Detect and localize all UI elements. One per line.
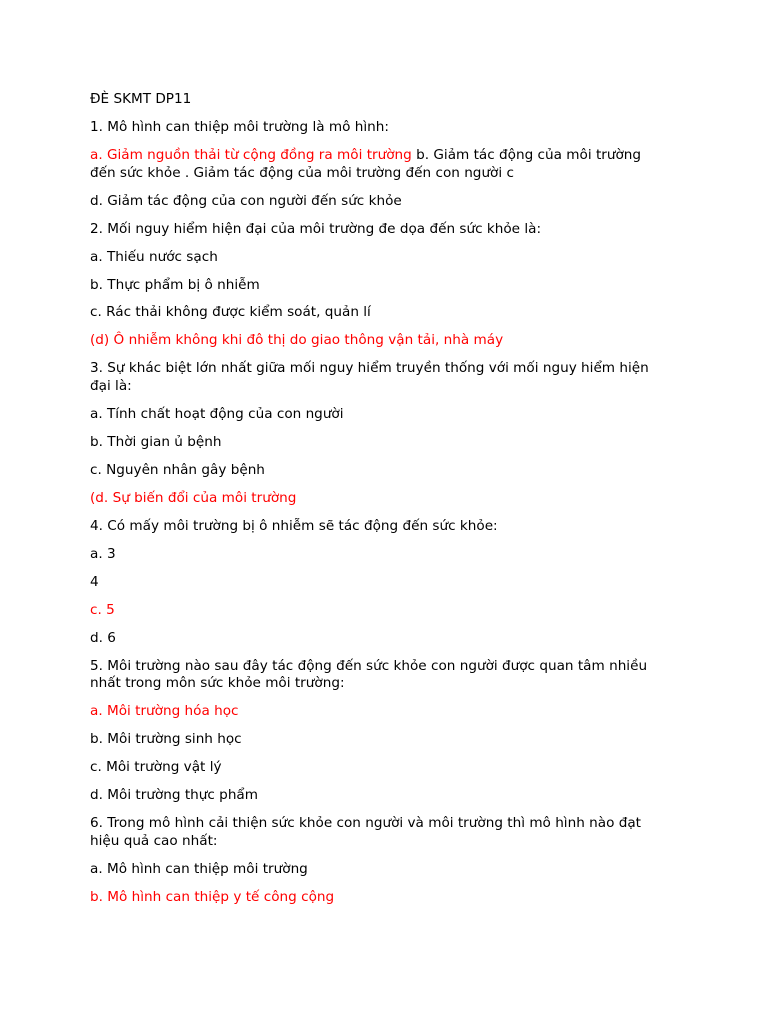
question-1-other-options: b. Giảm tác động của môi trường đến sức khỏe . Giảm tác động của môi trường đến con người c: [90, 146, 642, 181]
question-3-option-c: c. Nguyên nhân gây bệnh: [90, 462, 265, 478]
question-6: 6. Trong mô hình cải thiện sức khỏe con người và môi trường thì mô hình nào đạt hiệu quả cao nhất:: [90, 815, 642, 849]
question-4-option-a: a. 3: [90, 545, 116, 562]
question-2: 2. Mối nguy hiểm hiện đại của môi trường đe dọa đến sức khỏe là:: [90, 220, 542, 237]
question-4-option-b: 4: [90, 573, 99, 590]
document-title: ĐÈ SKMT DP11: [90, 91, 192, 107]
question-3-option-b: b. Thời gian ủ bệnh: [90, 434, 222, 451]
question-3-option-a: a. Tính chất hoạt động của con người: [90, 406, 344, 423]
question-4-option-c: c. 5: [90, 601, 115, 618]
question-5-option-b: b. Môi trường sinh học: [90, 731, 242, 748]
question-2-option-a: a. Thiếu nước sạch: [90, 248, 218, 265]
question-1: 1. Mô hình can thiệp môi trường là mô hình:: [90, 118, 389, 135]
question-2-option-b: b. Thực phẩm bị ô nhiễm: [90, 276, 260, 293]
question-5-option-a: a. Môi trường hóa học: [90, 703, 239, 720]
question-5: 5. Môi trường nào sau đây tác động đến sức khỏe con người được quan tâm nhiều nhất trong môn sức khỏe môi trường:: [90, 657, 648, 692]
document-page: [90, 91, 670, 917]
question-1-answer-a: a. Giảm nguồn thải từ cộng đồng ra môi trường: [90, 146, 412, 163]
question-4-option-d: d. 6: [90, 629, 116, 646]
question-6-option-b: b. Mô hình can thiệp y tế công cộng: [90, 888, 335, 905]
question-1-options-line: [90, 147, 670, 182]
question-2-option-d: (d) Ô nhiễm không khi đô thị do giao thông vận tải, nhà máy: [90, 332, 504, 349]
question-6-option-a: a. Mô hình can thiệp môi trường: [90, 860, 308, 877]
question-3-option-d: (d. Sự biến đổi của môi trường: [90, 489, 297, 506]
question-5-option-c: c. Môi trường vật lý: [90, 759, 222, 776]
question-2-option-c: c. Rác thải không được kiểm soát, quản lí: [90, 304, 371, 321]
question-5-option-d: d. Môi trường thực phẩm: [90, 787, 259, 804]
question-4: 4. Có mấy môi trường bị ô nhiễm sẽ tác động đến sức khỏe:: [90, 517, 498, 534]
question-1-option-d: d. Giảm tác động của con người đến sức khỏe: [90, 192, 402, 209]
question-3: 3. Sự khác biệt lớn nhất giữa mối nguy hiểm truyền thống với mối nguy hiểm hiện đại là:: [90, 360, 649, 395]
